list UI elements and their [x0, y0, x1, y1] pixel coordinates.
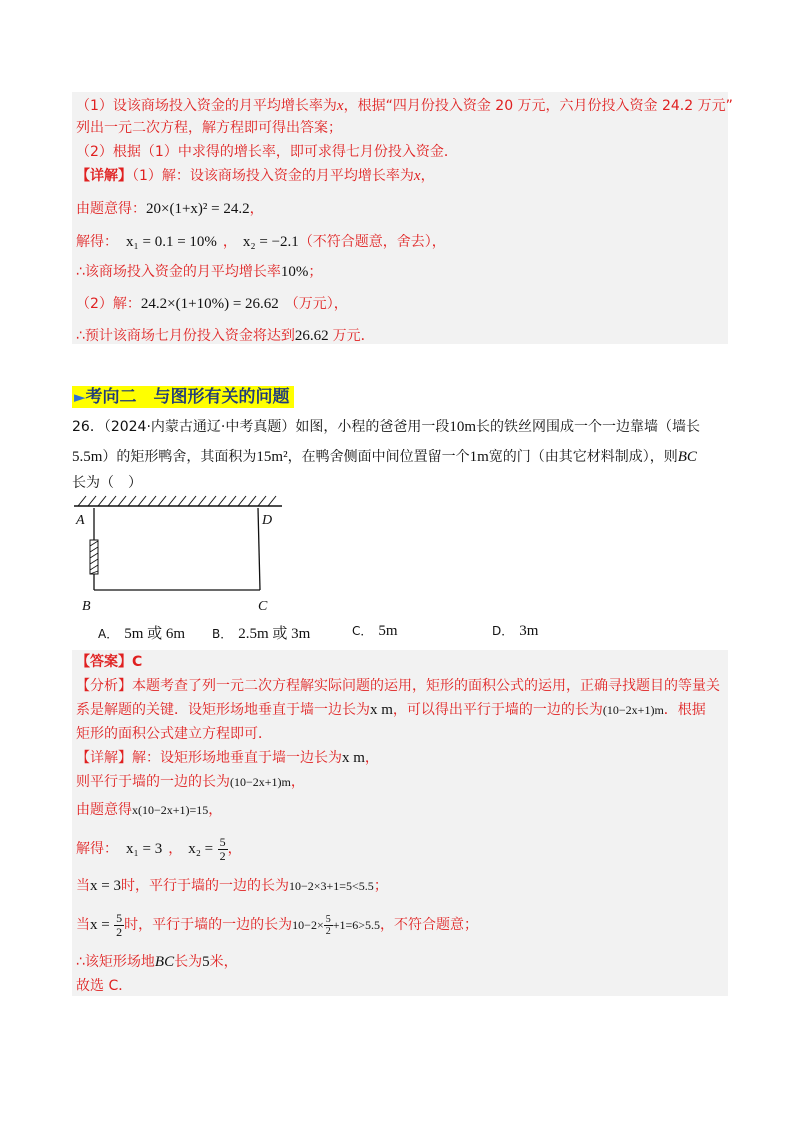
question-line: 长为（ ） — [72, 475, 142, 491]
label-C: C — [258, 599, 268, 614]
option-b[interactable]: B． 2.5m 或 3m — [212, 626, 311, 642]
detail-line: 故选 C． — [76, 978, 133, 994]
solution-line: 由题意得：20×(1+x)² = 24.2， — [76, 201, 264, 217]
option-a[interactable]: A． 5m 或 6m — [98, 626, 186, 642]
solution-line: （2）解：24.2×(1+10%) = 26.62 （万元）， — [76, 296, 348, 312]
detail-line: 则平行于墙的一边的长为(10−2x+1)m， — [76, 774, 305, 790]
question-line: 26．（2024·内蒙古通辽·中考真题）如图，小程的爸爸用一段10m长的铁丝网围成一个一边靠墙（墙长 — [72, 419, 701, 435]
analysis-line: 【分析】本题考查了列一元二次方程解实际问题的运用，矩形的面积公式的运用，正确寻找题目的等量关 — [76, 678, 720, 694]
solution-line: ∴预计该商场七月份投入资金将达到26.62 万元． — [76, 328, 375, 344]
solution-line: 列出一元二次方程，解方程即可得出答案； — [76, 120, 342, 136]
rectangle-duck-shed-figure — [72, 494, 292, 618]
solution-line: （2）根据（1）中求得的增长率，即可求得七月份投入资金． — [76, 144, 458, 160]
solution-line: 【详解】（1）解：设该商场投入资金的月平均增长率为x， — [76, 168, 435, 184]
label-A: A — [76, 513, 85, 528]
label-B: B — [82, 599, 91, 614]
detail-line: ∴该矩形场地BC长为5米， — [76, 954, 238, 970]
detail-line: 当x = $\frac{5}{2}$ 时，平行于墙的一边的长为10−2× $\frac{5}{2}$ +1=6>5.5，不符合题意； — [76, 910, 479, 939]
solution-line: 解得： x₁ = 0.1 = 10% ， x₂ = −2.1（不符合题意，舍去）， — [76, 234, 446, 250]
detail-line: 解得： x₁ = 3 ， x₂ = $\frac{5}{2}$ ， — [76, 834, 242, 863]
triangle-marker-icon: ► — [74, 388, 86, 406]
detail-line: 由题意得x(10−2x+1)=15， — [76, 802, 223, 818]
solution-line: （1）设该商场投入资金的月平均增长率为x，根据“四月份投入资金 20 万元，六月份投入资金 24.2 万元” — [76, 98, 733, 114]
wall-hatching — [78, 496, 276, 506]
label-D: D — [262, 513, 273, 528]
analysis-line: 系是解题的关键．设矩形场地垂直于墙一边长为x m，可以得出平行于墙的一边的长为(10−2x+1)m．根据 — [76, 702, 706, 718]
option-c[interactable]: C． 5m — [352, 623, 398, 639]
option-d[interactable]: D． 3m — [492, 623, 539, 639]
side-CD — [258, 508, 260, 590]
solution-line: ∴该商场投入资金的月平均增长率10%； — [76, 264, 323, 280]
question-line: 5.5m）的矩形鸭舍，其面积为15m²，在鸭舍侧面中间位置留一个1m宽的门（由其它材料制成），则BC — [72, 449, 697, 465]
analysis-line: 矩形的面积公式建立方程即可． — [76, 726, 272, 742]
answer-line: 【答案】C — [76, 654, 143, 670]
section-heading-text: 考向二 与图形有关的问题 — [85, 387, 290, 407]
detail-line: 当x = 3时，平行于墙的一边的长为10−2×3+1=5<5.5； — [76, 878, 388, 894]
section-heading — [72, 386, 294, 408]
detail-line: 【详解】解：设矩形场地垂直于墙一边长为x m， — [76, 750, 379, 766]
